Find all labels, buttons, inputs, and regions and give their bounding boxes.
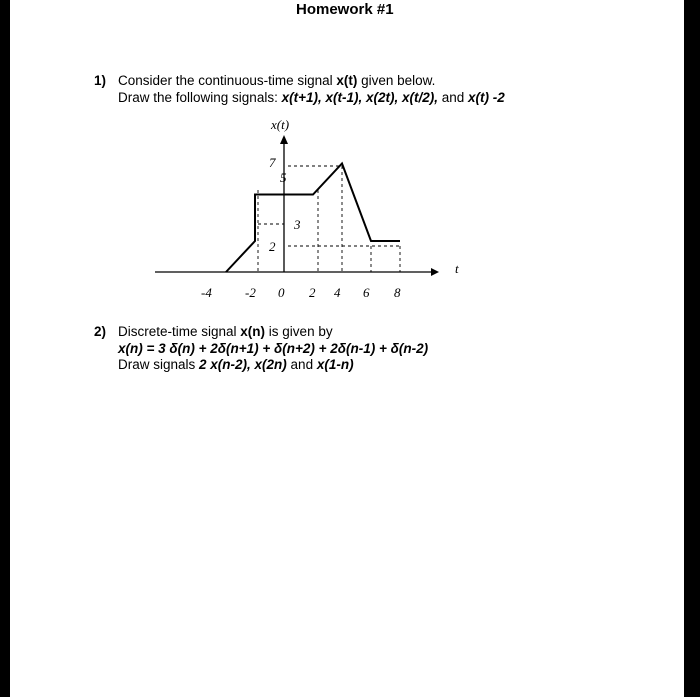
t-axis-arrow-icon <box>431 268 439 276</box>
q2-equation: x(n) = 3 δ(n) + 2δ(n+1) + δ(n+2) + 2δ(n-1) + δ(n-2) <box>118 341 429 356</box>
signal-curve <box>226 164 400 273</box>
y-axis-label: x(t) <box>271 117 290 132</box>
label-5: 5 <box>280 170 287 185</box>
page-title: Homework #1 <box>296 1 394 18</box>
label-2: 2 <box>269 239 276 254</box>
q1-line2-and: and <box>437 90 469 105</box>
label-7: 7 <box>269 155 276 170</box>
q1-line2-prefix: Draw the following signals: <box>118 90 282 105</box>
q2-line1-suffix: is given by <box>265 324 333 339</box>
t-axis-label: t <box>455 261 459 276</box>
signal-plot <box>0 0 700 320</box>
q2-line3-and: and <box>286 357 317 372</box>
q2-number: 2) <box>94 324 107 339</box>
q2-line1-prefix: Discrete-time signal <box>118 324 241 339</box>
axes <box>155 135 439 276</box>
q1-line1-prefix: Consider the continuous-time signal <box>118 73 337 88</box>
q2-line1 <box>118 323 333 340</box>
x-axis-arrow-icon <box>280 135 288 144</box>
q2-line1-signal: x(n) <box>240 324 266 339</box>
q2-line3 <box>118 356 354 373</box>
x-tick-label: 2 <box>309 285 316 300</box>
q1-line1-signal: x(t) <box>336 73 358 88</box>
x-tick-label: 6 <box>363 285 370 300</box>
x-tick-label: -2 <box>245 285 256 300</box>
q1-line2-signals: x(t+1), x(t-1), x(2t), x(t/2), <box>281 90 438 105</box>
q2-line3-signals: 2 x(n-2), x(2n) <box>199 357 287 372</box>
x-tick-label: 8 <box>394 285 401 300</box>
x-tick-label: -4 <box>201 285 212 300</box>
q2-line3-last: x(1-n) <box>316 357 354 372</box>
q1-line2-last: x(t) -2 <box>468 90 505 105</box>
x-tick-label: 0 <box>278 285 285 300</box>
q1-number: 1) <box>94 73 107 88</box>
q1-line1-suffix: given below. <box>357 73 436 88</box>
label-3: 3 <box>294 217 301 232</box>
q2-line3-prefix: Draw signals <box>118 357 200 372</box>
x-tick-label: 4 <box>334 285 341 300</box>
